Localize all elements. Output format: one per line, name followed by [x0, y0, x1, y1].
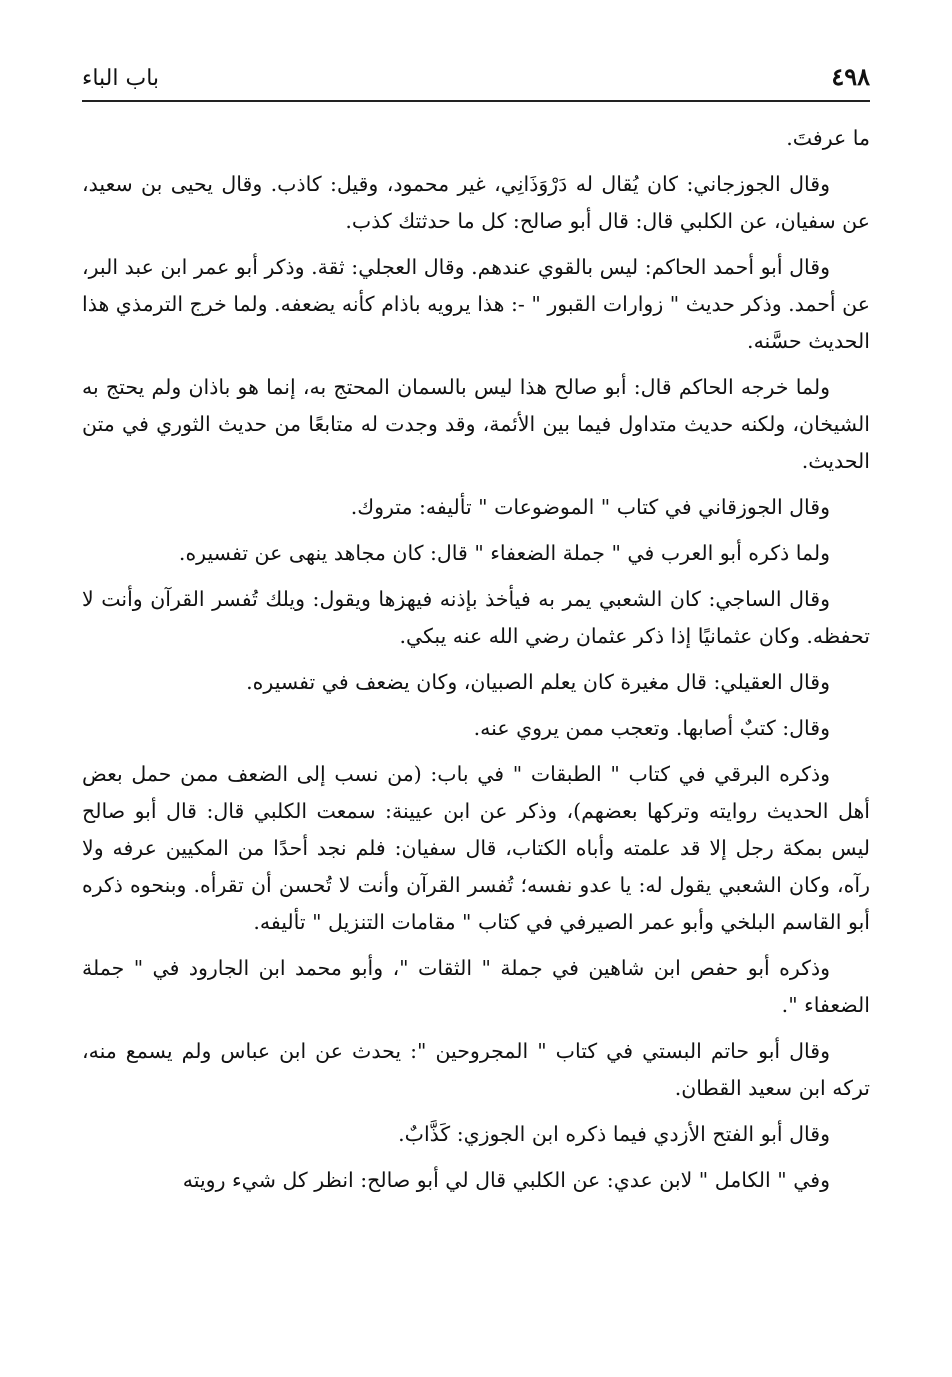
paragraph: وقال الجوزجاني: كان يُقال له دَرْوَذَانِي، غير محمود، وقيل: كاذب. وقال يحيى بن سعيد، عن سفيان، عن الكلبي قال: قال أبو صالح: كل ما حدثتك كذب.	[82, 172, 870, 233]
paragraph: ولما خرجه الحاكم قال: أبو صالح هذا ليس بالسمان المحتج به، إنما هو باذان ولم يحتج به الشيخان، ولكنه حديث متداول فيما بين الأئمة، وقد وجدت له متابعًا من حديث الثوري في متن الحديث.	[82, 375, 870, 473]
paragraph: وقال العقيلي: قال مغيرة كان يعلم الصبيان، وكان يضعف في تفسيره.	[246, 670, 830, 694]
paragraph: وقال أبو أحمد الحاكم: ليس بالقوي عندهم. وقال العجلي: ثقة. وذكر أبو عمر ابن عبد البر، عن أحمد. وذكر حديث " زوارات القبور " -: هذا يرويه باذام كأنه يضعفه. ولما خرج الترمذي هذا الحديث حسَّنه.	[82, 255, 870, 353]
paragraph: وقال أبو حاتم البستي في كتاب " المجروحين ": يحدث عن ابن عباس ولم يسمع منه، تركه ابن سعيد القطان.	[82, 1039, 870, 1100]
paragraph: وقال الجوزقاني في كتاب " الموضوعات " تأليفه: متروك.	[350, 495, 830, 519]
paragraph: وذكره أبو حفص ابن شاهين في جملة " الثقات "، وأبو محمد ابن الجارود في " جملة الضعفاء ".	[82, 956, 870, 1017]
paragraph: وذكره البرقي في كتاب " الطبقات " في باب: (من نسب إلى الضعف ممن حمل بعض أهل الحديث روايته وتركها بعضهم)، وذكر عن ابن عيينة: سمعت الكلبي قال: قال أبو صالح ليس بمكة رجل إلا قد علمته وأباه الكتاب، قال سفيان: فلم نجد أحدًا من المكيين عرفه ولا رآه، وكان الشعبي يقول له: يا عدو نفسه؛ تُفسر القرآن وأنت لا تُحسن أن تقرأه. وبنحوه ذكره أبو القاسم البلخي وأبو عمر الصيرفي في كتاب " مقامات التنزيل " تأليفه.	[82, 762, 870, 934]
paragraph: وقال الساجي: كان الشعبي يمر به فيأخذ بإذنه فيهزها ويقول: ويلك تُفسر القرآن وأنت لا تحفظه. وكان عثمانيًا إذا ذكر عثمان رضي الله عنه يبكي.	[82, 587, 870, 648]
paragraph: وفي " الكامل " لابن عدي: عن الكلبي قال لي أبو صالح: انظر كل شيء رويته	[182, 1168, 830, 1192]
page-header	[82, 60, 870, 102]
paragraph: ما عرفتَ.	[786, 126, 870, 150]
running-title: باب الباء	[82, 66, 160, 91]
page-number: ٤٩٨	[831, 62, 870, 91]
paragraph: وقال أبو الفتح الأزدي فيما ذكره ابن الجوزي: كَذَّابٌ.	[398, 1122, 830, 1146]
paragraph: ولما ذكره أبو العرب في " جملة الضعفاء " قال: كان مجاهد ينهى عن تفسيره.	[178, 541, 830, 565]
body-text	[82, 120, 870, 1208]
paragraph: وقال: كتبٌ أصابها. وتعجب ممن يروي عنه.	[473, 716, 830, 740]
